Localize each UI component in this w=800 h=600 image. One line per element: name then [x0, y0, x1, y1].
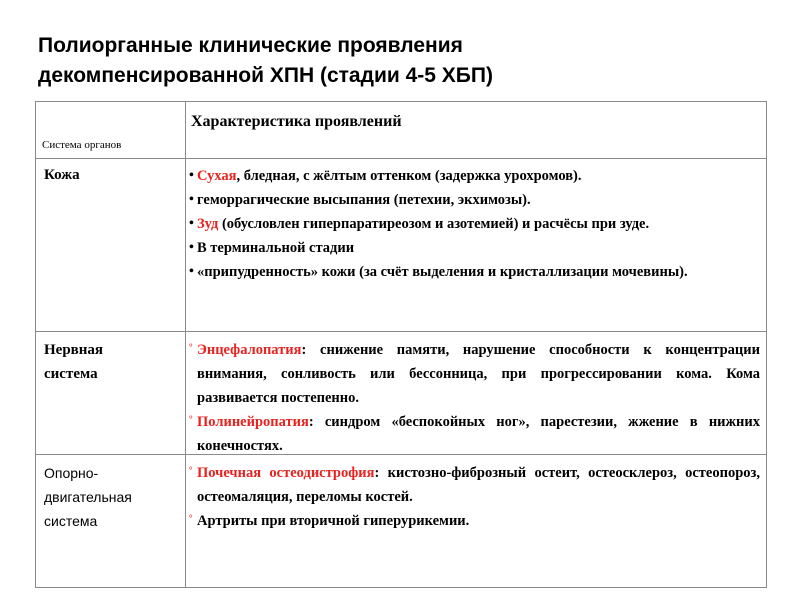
- header-characteristics-label: Характеристика проявлений: [191, 113, 402, 130]
- bullet: •: [189, 264, 194, 279]
- manifestation-cell: [186, 332, 767, 455]
- list-item: ° Почечная остеодистрофия: кистозно-фиброзный остеит, остеосклероз, остеопороз, остеомаляция, переломы костей.: [189, 461, 760, 509]
- list-item: • Сухая, бледная, с жёлтым оттенком (задержка урохромов).: [189, 164, 760, 188]
- header-cell-system: [36, 102, 186, 159]
- system-name: Нервная система: [44, 342, 104, 382]
- page-title: [38, 31, 778, 91]
- list-item: ° Полинейропатия: синдром «беспокойных ног», парестезии, жжение в нижних конечностях.: [189, 410, 760, 458]
- list-item: • Зуд (обусловлен гиперпаратиреозом и азотемией) и расчёсы при зуде.: [189, 212, 760, 236]
- list-item: ° Артриты при вторичной гиперурикемии.: [189, 509, 760, 533]
- system-cell: [36, 332, 186, 455]
- list-item: • В терминальной стадии: [189, 236, 760, 260]
- bullet: °: [189, 465, 193, 475]
- manifestation-cell: [186, 455, 767, 588]
- bullet: •: [189, 216, 194, 231]
- table-row: [36, 159, 767, 332]
- system-name: Кожа: [44, 167, 80, 183]
- title-line-2: декомпенсированной ХПН (стадии 4-5 ХБП): [38, 64, 493, 87]
- bullet: •: [189, 192, 194, 207]
- table-header-row: [36, 102, 767, 159]
- header-cell-characteristics: [186, 102, 767, 159]
- system-cell: [36, 455, 186, 588]
- bullet: •: [189, 240, 194, 255]
- bullet: •: [189, 168, 194, 183]
- bullet: °: [189, 414, 193, 424]
- list-item: • «припудренность» кожи (за счёт выделения и кристаллизации мочевины).: [189, 260, 760, 284]
- system-name: Опорно-двигательная система: [44, 465, 132, 529]
- bullet: °: [189, 513, 193, 523]
- title-line-1: Полиорганные клинические проявления: [38, 34, 463, 57]
- manifestation-cell: [186, 159, 767, 332]
- system-cell: [36, 159, 186, 332]
- manifestations-table: [35, 101, 767, 588]
- bullet: °: [189, 342, 193, 352]
- list-item: • геморрагические высыпания (петехии, экхимозы).: [189, 188, 760, 212]
- list-item: ° Энцефалопатия: снижение памяти, нарушение способности к концентрации внимания, сонливость или бессонница, при прогрессировании кома. Кома развивается постепенно.: [189, 338, 760, 410]
- table-row: [36, 455, 767, 588]
- table-row: [36, 332, 767, 455]
- header-system-label: Система органов: [42, 139, 122, 151]
